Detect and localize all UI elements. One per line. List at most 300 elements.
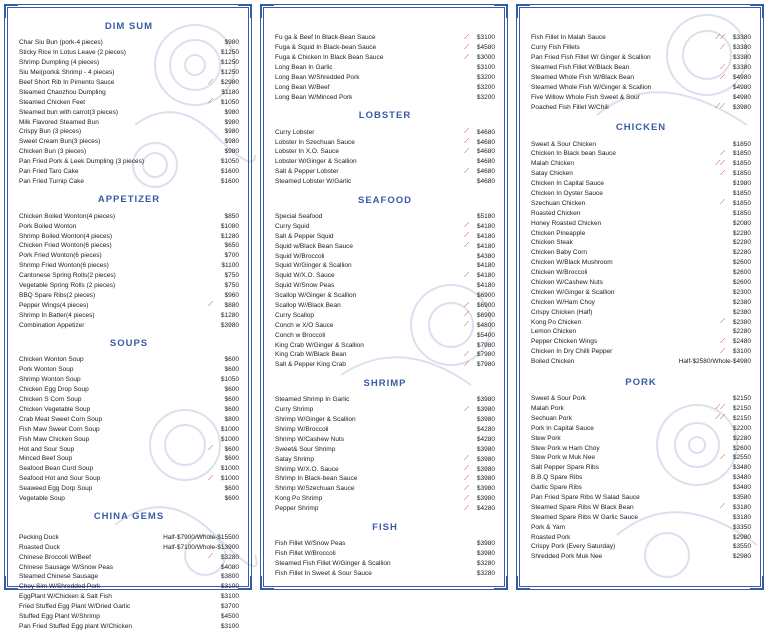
menu-item-price: $650	[224, 242, 239, 250]
menu-item	[531, 198, 751, 208]
menu-item	[531, 287, 751, 297]
corner-ornament	[494, 4, 508, 18]
menu-item	[531, 404, 751, 414]
menu-item	[275, 92, 495, 102]
menu-item-name: Chicken Bun (3 pieces)	[19, 148, 87, 156]
menu-item-name: Pork Wonton Soup	[19, 366, 74, 374]
menu-item-name: Shrimp Boiled Wonton(4 pieces)	[19, 232, 113, 240]
corner-ornament	[516, 4, 530, 18]
chili-pepper-icon: ⟋⟋	[715, 33, 725, 41]
menu-item-name: Szechuan Chicken	[531, 199, 586, 207]
chili-pepper-icon: ⟋	[464, 350, 469, 358]
menu-item-name: Stew Pork w Muk Nee	[531, 454, 595, 462]
menu-item-price: $3980	[476, 396, 495, 404]
menu-item-name: Salt Pepper Spare Ribs	[531, 464, 599, 472]
menu-section	[275, 33, 495, 102]
menu-item	[19, 424, 239, 434]
menu-item-price: $3980	[476, 549, 495, 557]
chili-pepper-icon: ⟋	[464, 33, 469, 41]
menu-item-price: $2980	[732, 533, 751, 541]
menu-item-price: $3100	[476, 64, 495, 72]
chili-pepper-icon: ⟋	[720, 149, 725, 157]
menu-item-price: $3180	[732, 513, 751, 521]
chili-pepper-icon: ⟋	[464, 465, 469, 472]
menu-item-name: Milk Flavored Steamed Bun	[19, 118, 99, 126]
chili-pepper-icon: ⟋	[464, 321, 469, 329]
menu-item-name: Sweet Cream Bun(3 pieces)	[19, 138, 101, 146]
menu-item	[275, 301, 495, 311]
menu-item-name: Chicken Wonton Soup	[19, 356, 84, 364]
menu-item-name: Honey Roasted Chicken	[531, 219, 602, 227]
chili-pepper-icon: ⟋	[464, 455, 469, 463]
menu-item-name: Salt & Pepper Squid	[275, 232, 334, 240]
menu-item	[531, 102, 751, 112]
menu-item-name: Long Bean W/Shredded Pork	[275, 74, 360, 81]
menu-item-price: $4980	[732, 93, 751, 101]
menu-item-name: Cantonese Spring Rolls(2 pieces)	[19, 272, 116, 280]
menu-item-name: Salt & Pepper Lobster	[275, 168, 339, 176]
menu-item-price: $2300	[732, 288, 751, 296]
menu-item	[531, 149, 751, 159]
menu-item-name: Squid W/Ginger & Scallion	[275, 262, 352, 270]
menu-item	[19, 602, 239, 612]
menu-item-name: Roasted Duck	[19, 543, 60, 551]
menu-item	[531, 218, 751, 228]
corner-ornament	[238, 576, 252, 590]
menu-item	[19, 474, 239, 484]
menu-item	[275, 494, 495, 504]
menu-item	[531, 82, 751, 92]
menu-item-name: Shrimp Dumpling (4 pieces)	[19, 59, 100, 67]
menu-item-price: $960	[224, 291, 239, 299]
menu-section	[19, 338, 239, 503]
menu-item-price: $980	[224, 108, 239, 116]
menu-item	[19, 38, 239, 48]
menu-item	[275, 415, 495, 425]
menu-item-name: Chicken W/Broccoli	[531, 269, 588, 277]
menu-item	[531, 327, 751, 337]
menu-item	[19, 532, 239, 542]
menu-item-price: $2280	[732, 229, 751, 237]
chili-pepper-icon: ⟋	[464, 222, 469, 230]
menu-item	[531, 297, 751, 307]
menu-item-price: $2150	[732, 404, 751, 412]
menu-item	[19, 97, 239, 107]
menu-item-name: EggPlant W/Chicken & Salt Fish	[19, 593, 112, 601]
menu-item-name: Curry Lobster	[275, 128, 315, 136]
menu-item-name: Pork Fried Wonton(6 pieces)	[19, 252, 102, 260]
menu-item	[19, 117, 239, 127]
menu-item-price: $4280	[476, 435, 495, 443]
menu-item	[275, 63, 495, 73]
menu-item-price: $600	[224, 366, 239, 374]
menu-item-price: $1000	[220, 425, 239, 433]
menu-item-price: $3580	[732, 493, 751, 501]
menu-item-price: $5400	[476, 331, 495, 339]
menu-item-price: $4500	[220, 612, 239, 620]
corner-ornament	[4, 576, 18, 590]
chili-pepper-icon: ⟋	[464, 301, 469, 309]
menu-item	[275, 43, 495, 53]
menu-item-price: $3980	[476, 416, 495, 424]
menu-item-price: $2150	[732, 395, 751, 403]
menu-item-name: Shrimp Fried Wonton(6 pieces)	[19, 262, 109, 270]
menu-item-price: $2600	[732, 444, 751, 452]
menu-item-price: $980	[224, 128, 239, 136]
menu-item	[531, 423, 751, 433]
menu-item-price: $600	[224, 396, 239, 404]
corner-ornament	[516, 576, 530, 590]
menu-item-price: $1850	[732, 140, 751, 148]
menu-item	[531, 33, 751, 43]
menu-item	[19, 355, 239, 365]
menu-item-price: $880	[224, 301, 239, 309]
chili-pepper-icon: ⟋	[464, 53, 469, 61]
menu-item	[19, 582, 239, 592]
chili-pepper-icon: ⟋	[464, 311, 469, 319]
menu-item	[275, 231, 495, 241]
menu-item-name: Shrimp W/Ginger & Scallion	[275, 416, 356, 424]
menu-item-price: $2480	[732, 338, 751, 346]
menu-item	[19, 494, 239, 504]
menu-item-name: Steamed Chaozhou Dumpling	[19, 88, 106, 96]
menu-item	[275, 177, 495, 187]
menu-item-name: Fish Maw Chicken Soup	[19, 435, 90, 443]
chili-pepper-icon: ⟋	[720, 43, 725, 51]
menu-item-price: $1100	[221, 262, 239, 270]
menu-item-price: $1980	[732, 180, 751, 188]
menu-item	[19, 621, 239, 631]
menu-item	[275, 82, 495, 92]
menu-item	[275, 425, 495, 435]
menu-item-name: Fried Stuffed Egg Plant W/Dried Garlic	[19, 603, 131, 611]
menu-item-name: Fish Fillet W/Snow Peas	[275, 539, 346, 547]
menu-item	[531, 473, 751, 483]
menu-item-price: $4680	[476, 168, 495, 176]
menu-item-price: $3200	[476, 74, 495, 81]
menu-item-name: Pork In Capital Sauce	[531, 424, 594, 432]
section-title: SOUPS	[109, 338, 149, 350]
menu-item	[19, 78, 239, 88]
menu-item-name: Fu ga & Beef In Black-Bean Sauce	[275, 34, 376, 42]
menu-item	[275, 261, 495, 271]
menu-item	[19, 281, 239, 291]
chili-pepper-icon: ⟋	[464, 242, 469, 250]
menu-item-name: Fish Fillet In Malah Sauce	[531, 34, 606, 42]
menu-item-price: $3380	[732, 64, 751, 72]
menu-item	[275, 127, 495, 137]
menu-item-price: $2150	[732, 414, 751, 422]
menu-item-price: $1850	[732, 170, 751, 178]
menu-item	[531, 278, 751, 288]
menu-item-name: Steamed Fish Fillet W/Ginger & Scallion	[275, 559, 391, 567]
menu-item-price: $3100	[220, 593, 239, 601]
menu-item-name: Satay Shrimp	[275, 455, 315, 463]
menu-item-price: $600	[224, 485, 239, 493]
menu-item-name: Pan Fried Pork & Leek Dumpling (3 pieces)	[19, 158, 145, 166]
menu-item	[19, 261, 239, 271]
section-title: APPETIZER	[97, 194, 161, 206]
menu-item-name: Sweet& Sour Shrimp	[275, 445, 336, 453]
menu-column-3	[516, 4, 764, 590]
menu-item-name: Malah Chicken	[531, 160, 574, 168]
menu-item-price: $6900	[476, 292, 495, 300]
menu-item	[19, 444, 239, 454]
menu-item	[531, 502, 751, 512]
menu-item-name: Five Willow Whole Fish Sweet & Sour	[531, 93, 640, 101]
menu-item-name: Kong Po Chicken	[531, 318, 582, 326]
menu-item-price: $1250	[220, 59, 239, 67]
menu-item-name: Chicken Steak	[531, 239, 573, 247]
menu-item-price: $4080	[220, 563, 239, 571]
menu-item	[531, 53, 751, 63]
corner-ornament	[494, 576, 508, 590]
chili-pepper-icon: ⟋	[464, 138, 469, 146]
menu-item-price: $750	[224, 282, 239, 290]
menu-item	[19, 300, 239, 310]
menu-item-price: $2280	[732, 239, 751, 247]
menu-item	[19, 562, 239, 572]
menu-item-price: $4280	[476, 425, 495, 433]
menu-item-price: $3980	[476, 445, 495, 453]
menu-item-name: Chicken Egg Drop Soup	[19, 386, 89, 394]
menu-item-price: $3200	[476, 93, 495, 101]
menu-item-price: $3800	[220, 573, 239, 581]
menu-item-name: Satay Chicken	[531, 170, 573, 178]
menu-item-price: $4680	[476, 178, 495, 186]
section-title: FISH	[372, 521, 398, 533]
menu-item-price: $800	[224, 415, 239, 423]
menu-item	[275, 434, 495, 444]
menu-item	[275, 558, 495, 568]
menu-item-name: Curry Fish Fillets	[531, 44, 580, 52]
menu-item	[531, 63, 751, 73]
menu-item	[275, 33, 495, 43]
menu-item-name: Salt & Pepper King Crab	[275, 361, 346, 369]
chili-pepper-icon: ⟋	[464, 405, 469, 413]
menu-item-name: Fish Fillet W/Broccoli	[275, 549, 336, 557]
menu-item	[275, 167, 495, 177]
menu-item-price: $4800	[476, 321, 495, 329]
chili-pepper-icon: ⟋	[720, 73, 725, 81]
menu-item-price: $3980	[476, 475, 495, 483]
menu-item-price: $3380	[732, 34, 751, 42]
menu-item	[275, 271, 495, 281]
menu-item	[275, 73, 495, 83]
menu-section	[531, 33, 751, 112]
menu-item-price: $3100	[220, 622, 239, 630]
menu-item-price: $3100	[220, 583, 239, 591]
menu-item-price: $4580	[476, 44, 495, 52]
menu-item-price: $4680	[476, 138, 495, 146]
menu-item-price: $3980	[476, 455, 495, 463]
menu-item-name: Steamed Spare Ribs W Black Bean	[531, 503, 634, 511]
menu-item	[19, 375, 239, 385]
menu-item-name: Chicken In Capital Sauce	[531, 180, 604, 188]
menu-item	[19, 310, 239, 320]
menu-item-name: Chinese Broccoli W/Beef	[19, 553, 91, 561]
chili-pepper-icon: ⟋	[464, 504, 469, 512]
menu-item-price: $1050	[220, 376, 239, 384]
corner-ornament	[750, 4, 764, 18]
menu-item-name: Chicken In Black bean Sauce	[531, 150, 616, 158]
menu-item-name: Roasted Chicken	[531, 209, 581, 217]
menu-item-name: Sweet & Sour Pork	[531, 395, 586, 403]
menu-item-price: $3980	[476, 485, 495, 493]
menu-item-price: $980	[224, 148, 239, 156]
menu-item	[275, 395, 495, 405]
menu-item	[19, 107, 239, 117]
chili-pepper-icon: ⟋	[720, 347, 725, 355]
menu-item	[275, 539, 495, 549]
chili-pepper-icon: ⟋	[208, 301, 213, 309]
menu-item-name: Shrimp W/Cashew Nuts	[275, 435, 344, 443]
menu-item-price: $980	[224, 138, 239, 146]
section-title: SHRIMP	[363, 377, 407, 389]
menu-item	[19, 464, 239, 474]
menu-item-name: Crispy Pork (Every Saturday)	[531, 543, 616, 551]
menu-item-name: Squid w/Black Bean Sauce	[275, 242, 354, 250]
menu-item	[19, 176, 239, 186]
menu-item-name: Chicken W/Ginger & Scallion	[531, 288, 615, 296]
menu-item-name: Vegetable Spring Rolls (2 pieces)	[19, 282, 116, 290]
menu-item-price: $3980	[476, 539, 495, 547]
menu-item-name: Scallop W/Ginger & Scallion	[275, 292, 357, 300]
menu-item-name: Poached Fish Fillet W/Chili	[531, 103, 609, 111]
menu-item	[275, 350, 495, 360]
menu-item	[19, 241, 239, 251]
menu-item-name: Steamed Chicken Feet	[19, 98, 86, 106]
menu-item	[531, 542, 751, 552]
corner-ornament	[750, 576, 764, 590]
menu-item	[275, 568, 495, 578]
menu-item	[19, 48, 239, 58]
menu-item-price: $1250	[220, 69, 239, 77]
menu-item-price: $3980	[476, 465, 495, 473]
menu-item	[275, 320, 495, 330]
section-title: SEAFOOD	[358, 194, 412, 206]
menu-item	[275, 464, 495, 474]
chili-pepper-icon: ⟋	[464, 147, 469, 155]
menu-item-price: $2380	[732, 298, 751, 306]
menu-item-price: $4680	[476, 158, 495, 166]
menu-item	[19, 365, 239, 375]
menu-item-price: $980	[224, 118, 239, 126]
menu-item-name: Chicken In Oyster Sauce	[531, 190, 603, 198]
menu-item-name: Squid W/Snow Peas	[275, 282, 335, 290]
menu-item	[19, 231, 239, 241]
menu-item-price: $7980	[476, 351, 495, 359]
menu-item-name: Sechuan Pork	[531, 414, 572, 422]
menu-item	[531, 189, 751, 199]
menu-item-name: Curry Shrimp	[275, 406, 314, 414]
menu-item-name: Pepper Shrimp	[275, 505, 319, 513]
section-title: CHICKEN	[615, 122, 667, 134]
section-title: CHINA GEMS	[93, 511, 165, 523]
menu-item-price: $3200	[476, 83, 495, 91]
menu-item-name: Siu Mei(pork& Shrimp - 4 pieces)	[19, 69, 115, 77]
menu-item	[531, 552, 751, 562]
menu-item	[19, 405, 239, 415]
menu-item-name: Steamed Whole Fish W/Ginger & Scallion	[531, 83, 652, 91]
menu-section	[19, 21, 239, 186]
menu-item-name: King Crab W/Black Bean	[275, 351, 347, 359]
menu-item	[19, 414, 239, 424]
menu-item-price: $1850	[732, 199, 751, 207]
chili-pepper-icon: ⟋⟋	[715, 404, 725, 412]
corner-ornament	[260, 576, 274, 590]
menu-item-price: $3100	[476, 34, 495, 42]
menu-section	[275, 195, 495, 370]
menu-item	[275, 53, 495, 63]
menu-item	[275, 137, 495, 147]
menu-item-name: King Crab W/Ginger & Scallion	[275, 341, 364, 349]
menu-item-price: $850	[224, 212, 239, 220]
menu-item-name: Steamed bun with carrot(3 pieces)	[19, 108, 118, 116]
menu-item-name: Pan Fried Turnip Cake	[19, 177, 85, 185]
menu-item-price: $6900	[476, 311, 495, 319]
menu-item-price: $1600	[220, 168, 239, 176]
menu-item	[275, 291, 495, 301]
menu-item-name: Steamed Chinese Sausage	[19, 573, 99, 581]
menu-item-price: $600	[224, 494, 239, 502]
menu-item-name: BBQ Spare Ribs(2 pieces)	[19, 291, 96, 299]
chili-pepper-icon: ⟋	[720, 503, 725, 511]
menu-item-price: $3280	[476, 559, 495, 567]
menu-item-price: $4180	[476, 262, 495, 270]
menu-item-name: Fuga & Chicken In Black Bean Sauce	[275, 54, 384, 62]
menu-item-name: Chicken Fried Wonton(6 pieces)	[19, 242, 112, 250]
menu-item-price: $2380	[732, 308, 751, 316]
menu-item-price: $1280	[220, 311, 239, 319]
menu-item-name: Pepper Chicken Wings	[531, 338, 598, 346]
menu-item	[275, 474, 495, 484]
menu-item-price: $1000	[220, 435, 239, 443]
menu-item	[531, 483, 751, 493]
menu-item-price: $3980	[476, 406, 495, 414]
menu-item	[531, 493, 751, 503]
menu-item-price: $3100	[732, 348, 751, 356]
menu-section	[275, 522, 495, 579]
menu-item-price: $600	[224, 455, 239, 463]
menu-section	[19, 194, 239, 330]
menu-item-price: $600	[224, 445, 239, 453]
menu-item-price: $3180	[732, 503, 751, 511]
menu-item-name: Squid W/Broccoli	[275, 252, 325, 260]
menu-item-price: $1000	[220, 475, 239, 483]
menu-item-price: $5180	[476, 213, 495, 221]
menu-item	[19, 87, 239, 97]
menu-item-name: Fish Maw Sweet Corn Soup	[19, 425, 100, 433]
menu-item-price: $2600	[732, 269, 751, 277]
menu-item-price: $1850	[732, 190, 751, 198]
menu-column-1	[4, 4, 252, 630]
menu-item-price: $4680	[476, 128, 495, 136]
chili-pepper-icon: ⟋	[464, 271, 469, 279]
menu-item	[19, 395, 239, 405]
menu-item	[19, 58, 239, 68]
menu-item	[531, 248, 751, 258]
menu-section	[19, 511, 239, 631]
menu-item-name: Pecking Duck	[19, 533, 59, 541]
menu-item	[275, 360, 495, 370]
menu-item-price: $4980	[732, 74, 751, 81]
menu-item-name: Shredded Pork Muk Nee	[531, 553, 603, 561]
menu-item	[275, 548, 495, 558]
menu-item-name: Stew Pork w Ham Choy	[531, 444, 600, 452]
menu-item-name: Hot and Sour Soup	[19, 445, 75, 453]
menu-item-price: $1080	[220, 222, 239, 230]
